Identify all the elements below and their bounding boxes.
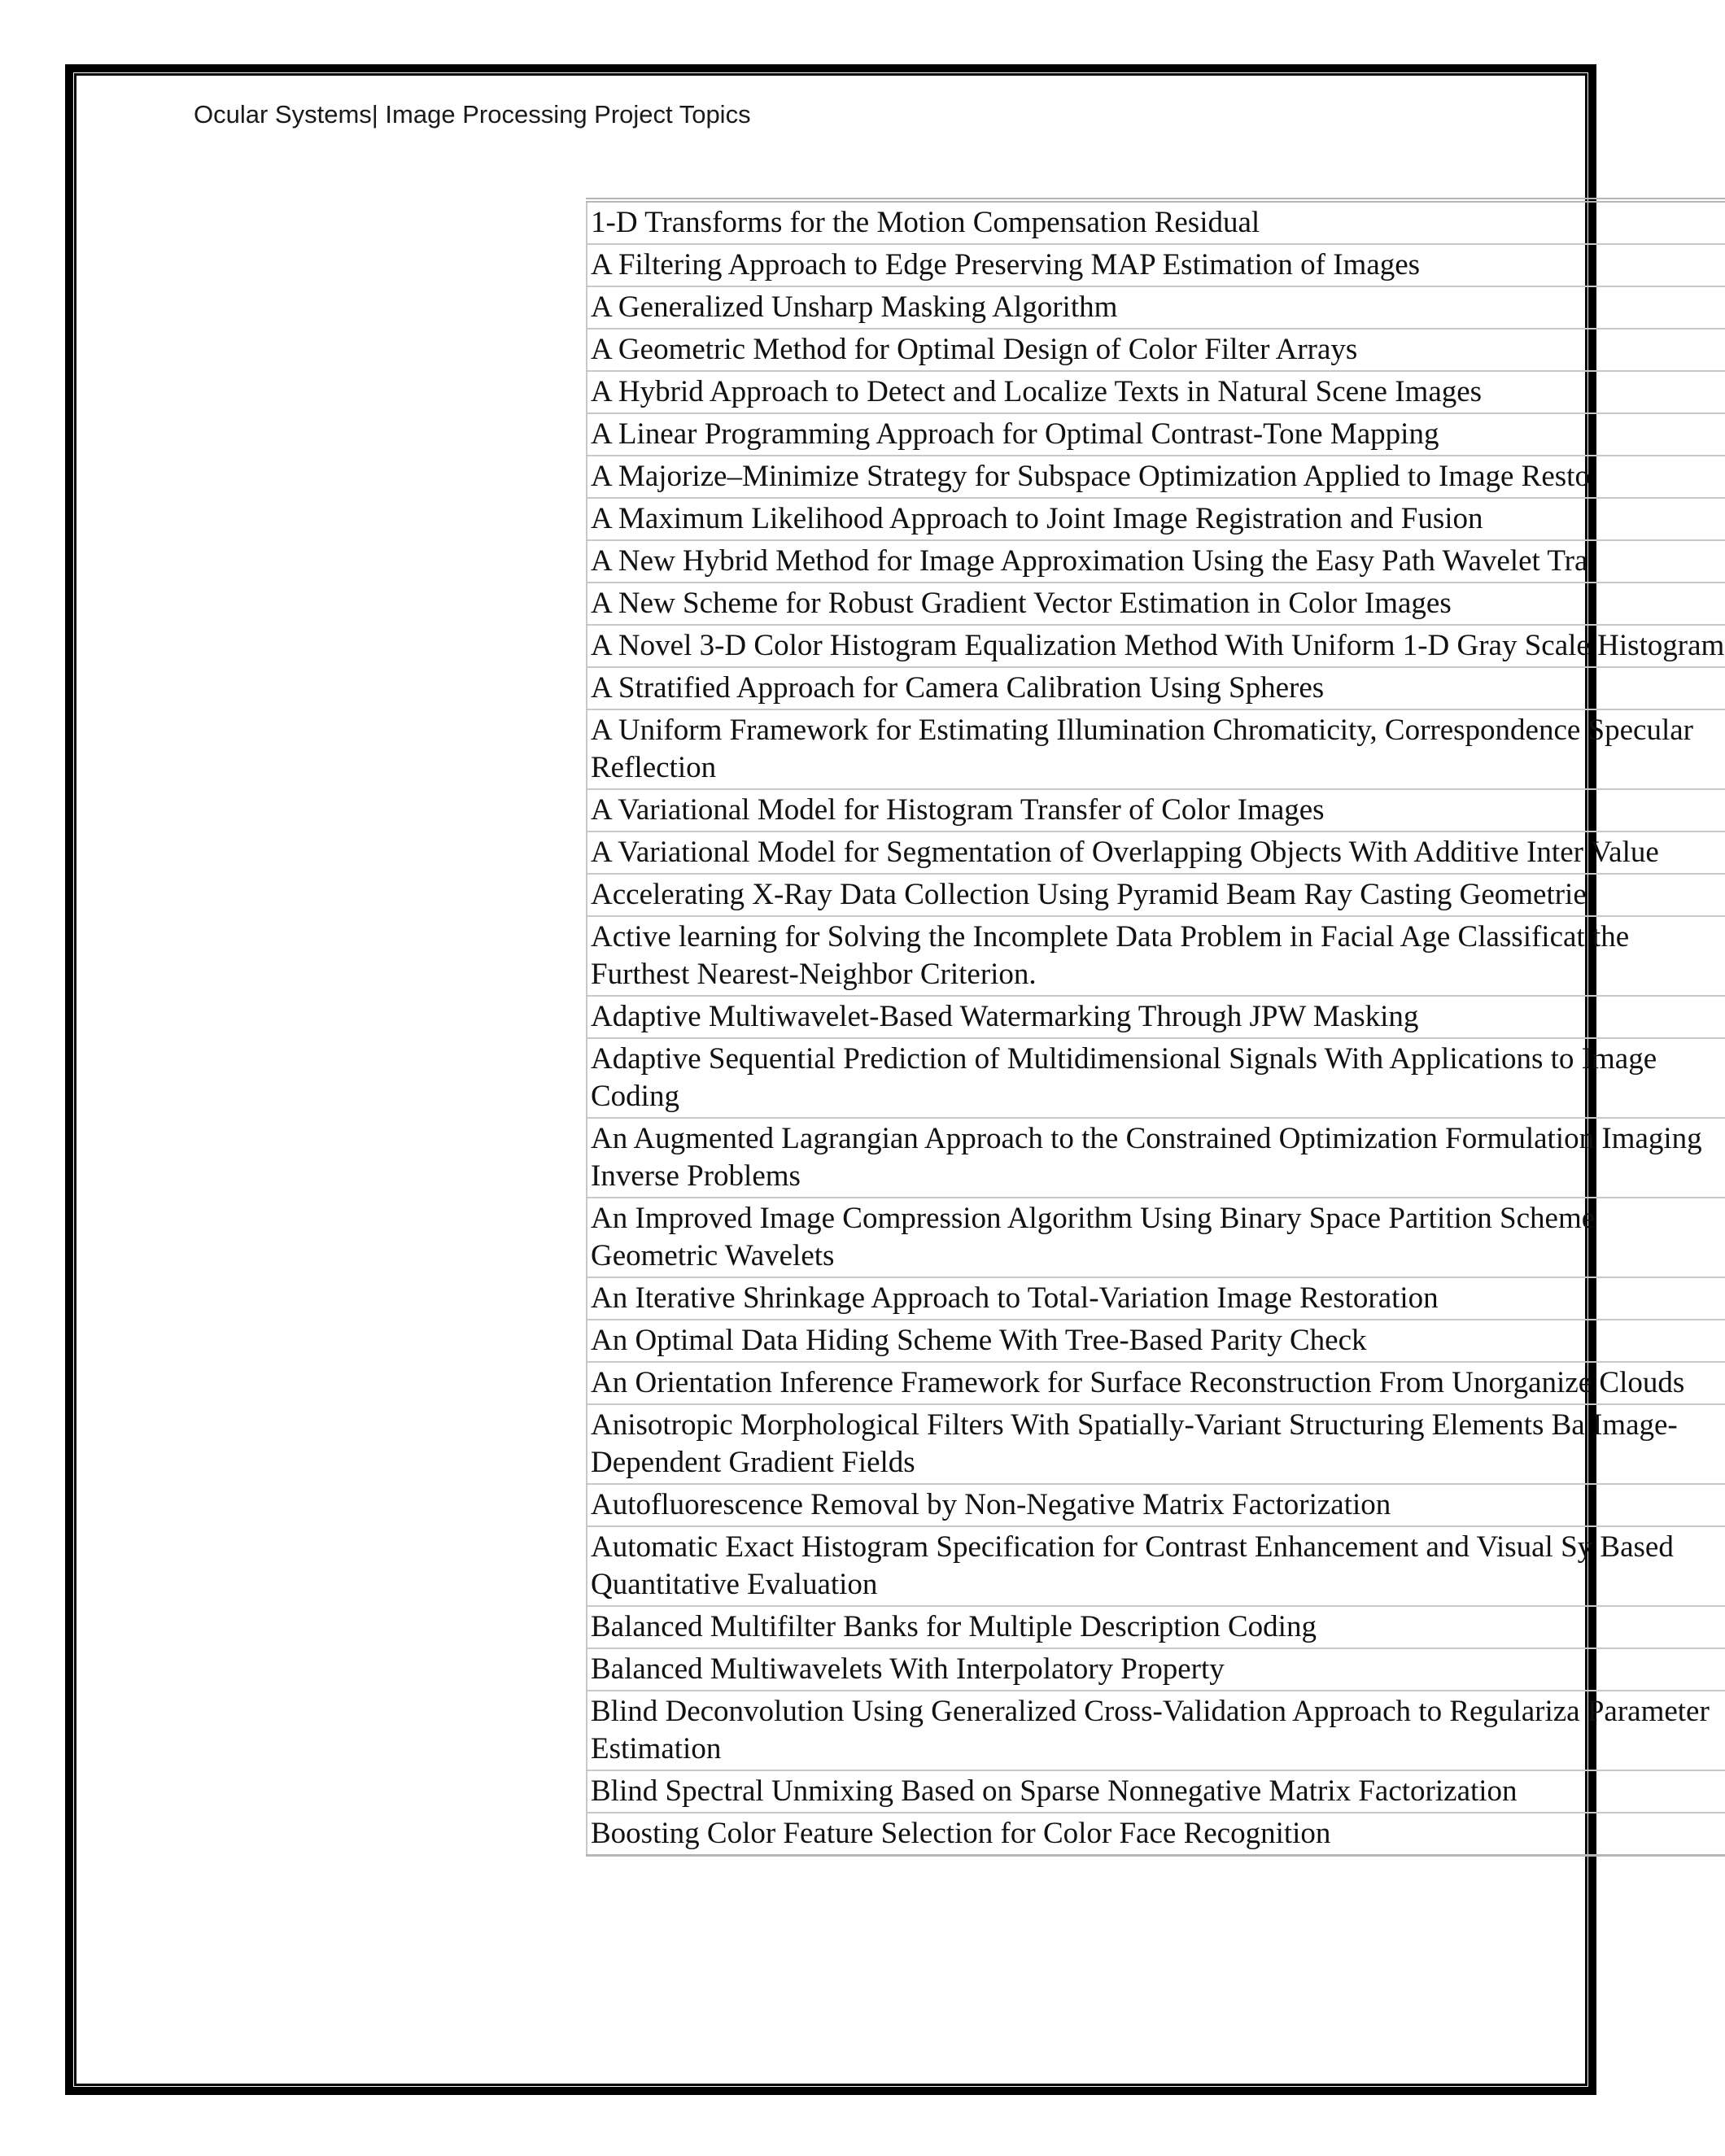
topic-cell: Autofluorescence Removal by Non-Negative Matrix Factorization xyxy=(587,1484,1725,1526)
topics-table-body xyxy=(587,200,1725,1856)
topic-cell: A Variational Model for Histogram Transfer of Color Images xyxy=(587,789,1725,831)
topic-cell: A Geometric Method for Optimal Design of Color Filter Arrays xyxy=(587,329,1725,371)
topic-cell: 1-D Transforms for the Motion Compensation Residual xyxy=(587,200,1725,244)
topic-cell: Automatic Exact Histogram Specification for Contrast Enhancement and Visual Sy Based Quantitative Evaluation xyxy=(587,1526,1725,1606)
table-row xyxy=(587,831,1725,874)
table-row xyxy=(587,1526,1725,1606)
table-row xyxy=(587,709,1725,789)
topic-cell: A Maximum Likelihood Approach to Joint Image Registration and Fusion xyxy=(587,498,1725,540)
topic-cell: A Variational Model for Segmentation of Overlapping Objects With Additive Inter Value xyxy=(587,831,1725,874)
topic-cell: An Improved Image Compression Algorithm Using Binary Space Partition Scheme Geometric Wavelets xyxy=(587,1198,1725,1277)
table-row xyxy=(587,540,1725,583)
table-row xyxy=(587,1770,1725,1813)
topic-cell: A Filtering Approach to Edge Preserving MAP Estimation of Images xyxy=(587,244,1725,286)
topic-cell: A Stratified Approach for Camera Calibration Using Spheres xyxy=(587,667,1725,709)
topic-cell: A Hybrid Approach to Detect and Localize Texts in Natural Scene Images xyxy=(587,371,1725,413)
table-row xyxy=(587,1038,1725,1118)
table-row xyxy=(587,1362,1725,1404)
table-row xyxy=(587,200,1725,244)
page-border-inner xyxy=(74,73,1725,2086)
table-row xyxy=(587,413,1725,456)
table-row xyxy=(587,1484,1725,1526)
topic-cell: A Majorize–Minimize Strategy for Subspace Optimization Applied to Image Resto xyxy=(587,456,1725,498)
topic-cell: Adaptive Sequential Prediction of Multidimensional Signals With Applications to Image Coding xyxy=(587,1038,1725,1118)
topic-cell: Balanced Multifilter Banks for Multiple Description Coding xyxy=(587,1606,1725,1648)
topic-cell: Boosting Color Feature Selection for Color Face Recognition xyxy=(587,1813,1725,1856)
topic-cell: Active learning for Solving the Incomplete Data Problem in Facial Age Classificat the Furthest Nearest-Neighbor Criterion. xyxy=(587,916,1725,996)
table-row xyxy=(587,1606,1725,1648)
topic-cell: A Generalized Unsharp Masking Algorithm xyxy=(587,286,1725,329)
topic-cell: An Iterative Shrinkage Approach to Total-Variation Image Restoration xyxy=(587,1277,1725,1320)
table-row xyxy=(587,1320,1725,1362)
table-row xyxy=(587,456,1725,498)
table-row xyxy=(587,371,1725,413)
topic-cell: A Uniform Framework for Estimating Illumination Chromaticity, Correspondence Specular Reflection xyxy=(587,709,1725,789)
topic-cell: Adaptive Multiwavelet-Based Watermarking Through JPW Masking xyxy=(587,996,1725,1038)
table-row xyxy=(587,286,1725,329)
table-row xyxy=(587,498,1725,540)
topic-cell: Blind Deconvolution Using Generalized Cross-Validation Approach to Regulariza Parameter Estimation xyxy=(587,1691,1725,1770)
table-row xyxy=(587,916,1725,996)
table-row xyxy=(587,329,1725,371)
table-row xyxy=(587,1198,1725,1277)
table-row xyxy=(587,789,1725,831)
topic-cell: A Novel 3-D Color Histogram Equalization Method With Uniform 1-D Gray Scale Histogram xyxy=(587,625,1725,667)
table-row xyxy=(587,1118,1725,1198)
topic-cell: A New Hybrid Method for Image Approximation Using the Easy Path Wavelet Tra xyxy=(587,540,1725,583)
table-row xyxy=(587,625,1725,667)
page-header-title: Ocular Systems| Image Processing Project Topics xyxy=(194,100,751,129)
table-row xyxy=(587,1404,1725,1484)
topic-cell: An Orientation Inference Framework for Surface Reconstruction From Unorganize Clouds xyxy=(587,1362,1725,1404)
topic-cell: A New Scheme for Robust Gradient Vector Estimation in Color Images xyxy=(587,583,1725,625)
topic-cell: Anisotropic Morphological Filters With Spatially-Variant Structuring Elements Ba Image-Dependent Gradient Fields xyxy=(587,1404,1725,1484)
table-row xyxy=(587,583,1725,625)
topic-cell: Accelerating X-Ray Data Collection Using Pyramid Beam Ray Casting Geometrie xyxy=(587,874,1725,916)
topic-cell: An Optimal Data Hiding Scheme With Tree-Based Parity Check xyxy=(587,1320,1725,1362)
table-row xyxy=(587,874,1725,916)
topic-cell: A Linear Programming Approach for Optimal Contrast-Tone Mapping xyxy=(587,413,1725,456)
table-row xyxy=(587,244,1725,286)
table-row xyxy=(587,1813,1725,1856)
topic-cell: An Augmented Lagrangian Approach to the Constrained Optimization Formulation Imaging Inverse Problems xyxy=(587,1118,1725,1198)
table-row xyxy=(587,1277,1725,1320)
topic-cell: Blind Spectral Unmixing Based on Sparse Nonnegative Matrix Factorization xyxy=(587,1770,1725,1813)
table-row xyxy=(587,996,1725,1038)
table-row xyxy=(587,1648,1725,1691)
table-row xyxy=(587,667,1725,709)
topic-cell: Balanced Multiwavelets With Interpolatory Property xyxy=(587,1648,1725,1691)
table-row xyxy=(587,1691,1725,1770)
topics-table xyxy=(586,198,1725,1857)
